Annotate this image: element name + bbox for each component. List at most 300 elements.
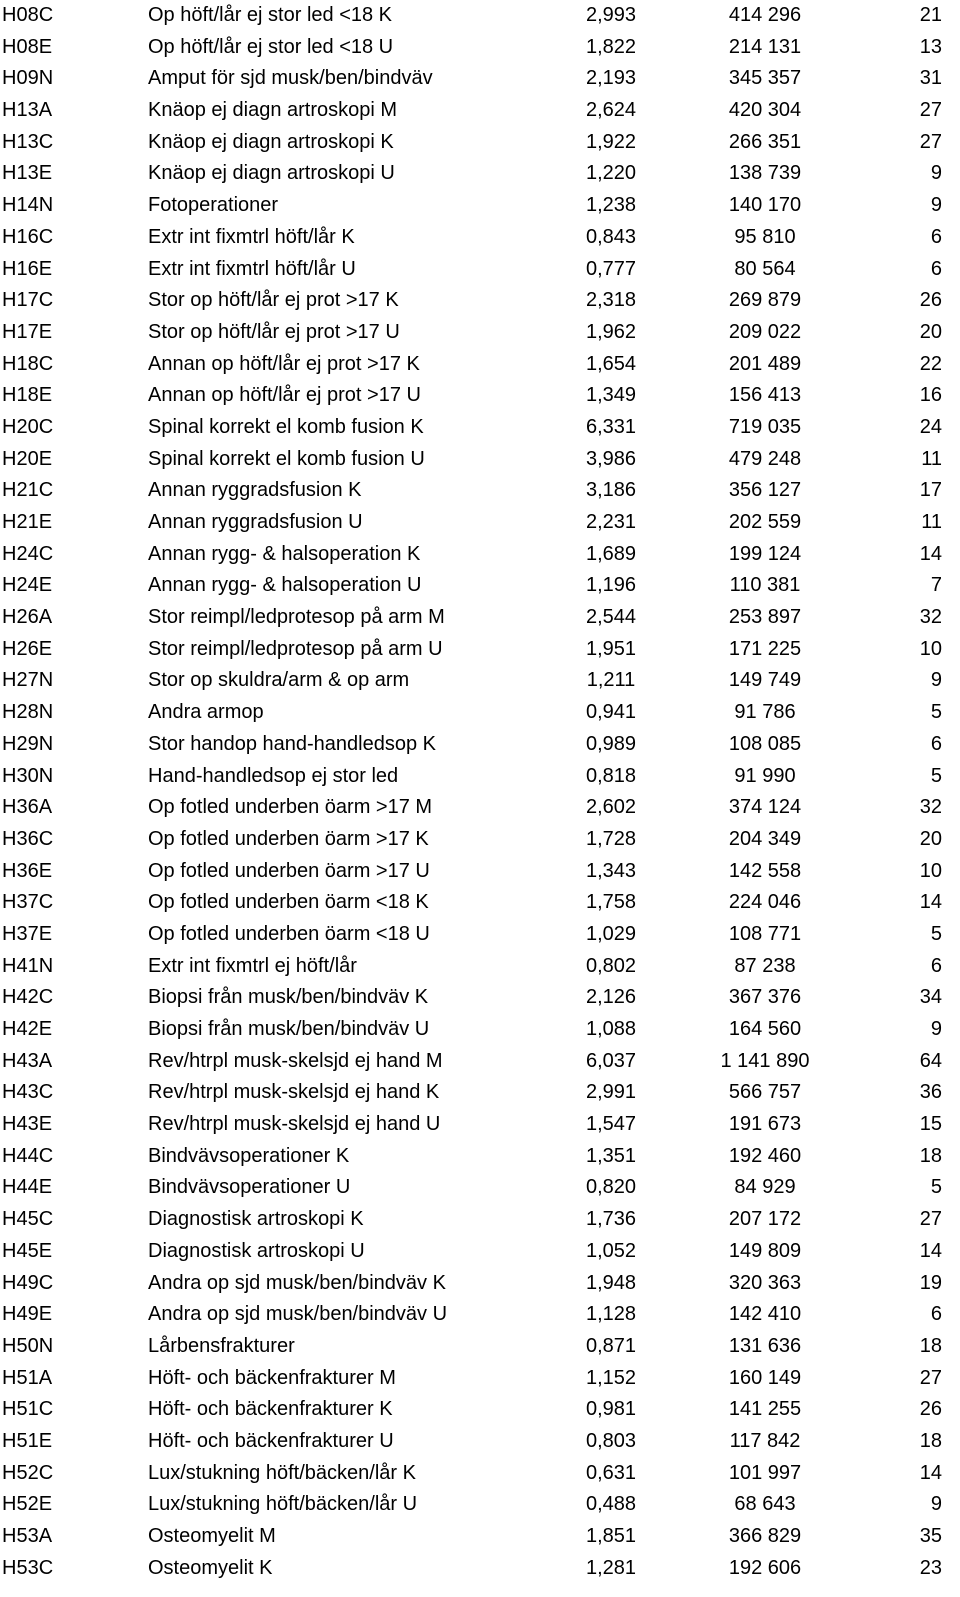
drg-cost-cell: 160 149 <box>728 1366 802 1389</box>
drg-code-cell: H28N <box>2 701 54 724</box>
drg-code-cell: H36E <box>2 859 53 882</box>
drg-name-cell: Diagnostisk artroskopi U <box>148 1239 365 1262</box>
table-row <box>0 1426 960 1458</box>
drg-days-cell: 6 <box>930 225 942 248</box>
drg-code-cell: H44E <box>2 1176 53 1199</box>
drg-name-cell: Knäop ej diagn artroskopi M <box>148 99 398 122</box>
drg-days-cell: 5 <box>930 701 942 724</box>
drg-code-cell: H21E <box>2 511 53 533</box>
drg-days-cell: 6 <box>930 1303 942 1326</box>
drg-cost-cell: 141 255 <box>728 1398 802 1421</box>
drg-days-cell: 31 <box>919 67 942 90</box>
drg-days-cell: 20 <box>919 320 942 343</box>
drg-cost-cell: 142 410 <box>728 1303 802 1326</box>
drg-cost-cell: 68 643 <box>734 1493 796 1516</box>
drg-code-cell: H13E <box>2 162 53 185</box>
drg-days-cell: 9 <box>930 1018 942 1040</box>
drg-cost-cell: 95 810 <box>734 225 796 248</box>
drg-cost-cell: 91 786 <box>734 701 796 724</box>
drg-code-cell: H51E <box>2 1429 53 1452</box>
table-row <box>0 317 960 349</box>
drg-days-cell: 24 <box>919 415 942 438</box>
table-row <box>0 761 960 793</box>
drg-weight-cell: 1,962 <box>585 320 637 343</box>
drg-code-cell: H13A <box>2 99 53 122</box>
drg-weight-cell: 1,088 <box>585 1018 637 1040</box>
drg-days-cell: 9 <box>930 194 942 217</box>
drg-weight-cell: 1,728 <box>585 827 637 850</box>
table-row <box>0 792 960 824</box>
drg-weight-cell: 2,193 <box>585 67 637 90</box>
drg-code-cell: H18E <box>2 384 53 407</box>
drg-weight-cell: 0,777 <box>585 257 637 280</box>
drg-weight-cell: 1,220 <box>585 162 637 185</box>
drg-weight-cell: 0,981 <box>585 1398 637 1421</box>
drg-name-cell: Op höft/lår ej stor led <18 K <box>148 4 393 26</box>
drg-name-cell: Biopsi från musk/ben/bindväv U <box>148 1018 430 1040</box>
drg-cost-cell: 374 124 <box>728 796 802 819</box>
drg-name-cell: Op fotled underben öarm >17 M <box>148 796 433 819</box>
drg-cost-cell: 108 771 <box>728 922 802 945</box>
drg-weight-cell: 1,152 <box>585 1366 637 1389</box>
table-row <box>0 951 960 983</box>
drg-code-cell: H14N <box>2 194 54 217</box>
drg-days-cell: 15 <box>919 1113 942 1136</box>
drg-cost-cell: 420 304 <box>728 99 802 122</box>
drg-days-cell: 35 <box>919 1525 942 1547</box>
drg-weight-cell: 2,544 <box>585 606 637 629</box>
drg-cost-cell: 171 225 <box>728 637 802 660</box>
table-row <box>0 729 960 761</box>
table-row <box>0 412 960 444</box>
table-row <box>0 1363 960 1395</box>
drg-days-cell: 10 <box>919 859 942 882</box>
drg-weight-cell: 1,211 <box>586 669 636 692</box>
table-row <box>0 539 960 571</box>
drg-cost-cell: 320 363 <box>728 1271 802 1294</box>
drg-cost-cell: 131 636 <box>728 1334 802 1357</box>
drg-weight-cell: 0,989 <box>585 732 637 755</box>
drg-name-cell: Extr int fixmtrl höft/lår K <box>148 225 355 248</box>
drg-code-cell: H09N <box>2 67 54 90</box>
drg-cost-cell: 266 351 <box>728 130 802 153</box>
drg-name-cell: Rev/htrpl musk-skelsjd ej hand M <box>148 1049 443 1072</box>
drg-cost-cell: 566 757 <box>728 1081 802 1104</box>
drg-days-cell: 9 <box>930 162 942 185</box>
drg-code-cell: H26E <box>2 637 53 660</box>
drg-code-cell: H43E <box>2 1113 53 1136</box>
drg-name-cell: Bindvävsoperationer K <box>148 1144 350 1167</box>
drg-name-cell: Annan rygg- & halsoperation U <box>148 574 422 597</box>
drg-cost-cell: 207 172 <box>728 1208 802 1231</box>
drg-code-cell: H21C <box>2 479 54 502</box>
table-row <box>0 1236 960 1268</box>
drg-weight-cell: 2,602 <box>585 796 637 819</box>
table-row <box>0 1299 960 1331</box>
drg-name-cell: Andra op sjd musk/ben/bindväv U <box>148 1303 448 1326</box>
drg-cost-cell: 191 673 <box>728 1113 802 1136</box>
drg-code-cell: H43C <box>2 1081 54 1104</box>
drg-code-cell: H49E <box>2 1303 53 1326</box>
drg-weight-cell: 2,318 <box>585 289 637 312</box>
drg-name-cell: Fotoperationer <box>148 194 279 217</box>
drg-name-cell: Stor op skuldra/arm & op arm <box>148 669 410 692</box>
drg-cost-cell: 202 559 <box>728 511 802 533</box>
drg-weight-cell: 1,736 <box>585 1208 637 1231</box>
drg-name-cell: Bindvävsoperationer U <box>148 1176 351 1199</box>
drg-days-cell: 16 <box>919 384 942 407</box>
drg-name-cell: Amput för sjd musk/ben/bindväv <box>148 67 433 90</box>
table-row <box>0 32 960 64</box>
drg-days-cell: 18 <box>919 1334 942 1357</box>
table-row <box>0 1077 960 1109</box>
table-row <box>0 1489 960 1521</box>
drg-weight-cell: 1,758 <box>585 891 637 914</box>
drg-cost-cell: 1 141 890 <box>720 1049 810 1072</box>
drg-cost-cell: 138 739 <box>728 162 802 185</box>
drg-days-cell: 34 <box>919 986 942 1009</box>
table-row <box>0 634 960 666</box>
drg-code-cell: H37E <box>2 922 53 945</box>
drg-cost-cell: 140 170 <box>728 194 802 217</box>
drg-cost-cell: 87 238 <box>734 954 796 977</box>
drg-days-cell: 32 <box>919 796 942 819</box>
drg-weight-cell: 1,922 <box>585 130 637 153</box>
drg-name-cell: Knäop ej diagn artroskopi K <box>148 130 394 153</box>
table-row <box>0 285 960 317</box>
drg-code-cell: H36C <box>2 827 54 850</box>
drg-name-cell: Rev/htrpl musk-skelsjd ej hand U <box>148 1113 441 1136</box>
drg-cost-cell: 149 749 <box>728 669 802 692</box>
drg-name-cell: Stor reimpl/ledprotesop på arm M <box>148 606 445 629</box>
drg-weight-cell: 1,349 <box>585 384 637 407</box>
drg-days-cell: 11 <box>921 447 942 470</box>
drg-days-cell: 32 <box>919 606 942 629</box>
drg-weight-cell: 1,948 <box>585 1271 637 1294</box>
table-row <box>0 887 960 919</box>
table-row <box>0 0 960 32</box>
drg-name-cell: Extr int fixmtrl höft/lår U <box>148 257 356 280</box>
drg-weight-cell: 1,951 <box>585 637 637 660</box>
drg-code-cell: H17C <box>2 289 54 312</box>
drg-name-cell: Stor handop hand-handledsop K <box>148 732 437 755</box>
drg-days-cell: 9 <box>930 669 942 692</box>
drg-code-cell: H45C <box>2 1208 54 1231</box>
drg-weight-cell: 6,331 <box>585 415 637 438</box>
drg-days-cell: 14 <box>919 1461 942 1484</box>
drg-days-cell: 11 <box>921 511 942 533</box>
drg-cost-cell: 199 124 <box>728 542 802 565</box>
drg-code-cell: H20C <box>2 415 54 438</box>
drg-weight-cell: 1,351 <box>585 1144 637 1167</box>
table-row <box>0 222 960 254</box>
drg-cost-cell: 253 897 <box>728 606 802 629</box>
drg-name-cell: Lux/stukning höft/bäcken/lår U <box>148 1493 418 1516</box>
table-row <box>0 602 960 634</box>
drg-code-cell: H08E <box>2 35 53 58</box>
drg-name-cell: Diagnostisk artroskopi K <box>148 1208 364 1231</box>
drg-weight-cell: 2,231 <box>585 511 637 533</box>
drg-weight-cell: 0,871 <box>585 1334 637 1357</box>
table-row <box>0 824 960 856</box>
table-row <box>0 158 960 190</box>
drg-weight-cell: 0,802 <box>585 954 637 977</box>
drg-name-cell: Spinal korrekt el komb fusion U <box>148 447 425 470</box>
drg-code-cell: H43A <box>2 1049 53 1072</box>
drg-cost-cell: 142 558 <box>728 859 802 882</box>
drg-weight-cell: 3,986 <box>585 447 637 470</box>
drg-weight-cell: 1,196 <box>585 574 637 597</box>
drg-days-cell: 13 <box>919 35 942 58</box>
drg-days-cell: 23 <box>919 1556 942 1579</box>
table-row <box>0 1172 960 1204</box>
drg-code-cell: H08C <box>2 4 54 26</box>
table-row <box>0 1109 960 1141</box>
drg-name-cell: Op fotled underben öarm <18 K <box>148 891 429 914</box>
drg-code-cell: H37C <box>2 891 54 914</box>
table-row <box>0 1394 960 1426</box>
drg-cost-cell: 479 248 <box>728 447 802 470</box>
drg-weight-cell: 0,941 <box>585 701 637 724</box>
drg-cost-cell: 224 046 <box>728 891 802 914</box>
drg-days-cell: 18 <box>919 1144 942 1167</box>
drg-days-cell: 27 <box>919 130 942 153</box>
drg-days-cell: 19 <box>919 1271 942 1294</box>
drg-name-cell: Höft- och bäckenfrakturer K <box>148 1398 393 1421</box>
drg-cost-cell: 209 022 <box>728 320 802 343</box>
drg-name-cell: Annan op höft/lår ej prot >17 U <box>148 384 421 407</box>
drg-cost-cell: 719 035 <box>728 415 802 438</box>
table-row <box>0 697 960 729</box>
drg-cost-cell: 204 349 <box>728 827 802 850</box>
drg-cost-cell: 156 413 <box>728 384 802 407</box>
drg-name-cell: Osteomyelit K <box>148 1556 273 1579</box>
drg-code-cell: H53C <box>2 1556 54 1579</box>
table-row <box>0 190 960 222</box>
drg-days-cell: 21 <box>919 4 942 26</box>
drg-code-cell: H42E <box>2 1018 53 1040</box>
table-row <box>0 507 960 539</box>
drg-cost-cell: 101 997 <box>728 1461 802 1484</box>
drg-days-cell: 7 <box>930 574 942 597</box>
table-row <box>0 982 960 1014</box>
drg-days-cell: 27 <box>919 1366 942 1389</box>
drg-days-cell: 22 <box>919 352 942 375</box>
drg-code-cell: H51C <box>2 1398 54 1421</box>
drg-days-cell: 9 <box>930 1493 942 1516</box>
table-row <box>0 1204 960 1236</box>
drg-days-cell: 18 <box>919 1429 942 1452</box>
table-row <box>0 1458 960 1490</box>
drg-days-cell: 64 <box>919 1049 942 1072</box>
table-row <box>0 254 960 286</box>
drg-weight-cell: 1,343 <box>585 859 637 882</box>
drg-name-cell: Lux/stukning höft/bäcken/lår K <box>148 1461 416 1484</box>
drg-code-cell: H16C <box>2 225 54 248</box>
drg-code-cell: H45E <box>2 1239 53 1262</box>
drg-code-cell: H16E <box>2 257 53 280</box>
drg-weight-cell: 3,186 <box>585 479 637 502</box>
drg-code-cell: H27N <box>2 669 54 692</box>
table-row <box>0 380 960 412</box>
drg-name-cell: Knäop ej diagn artroskopi U <box>148 162 395 185</box>
drg-code-cell: H18C <box>2 352 54 375</box>
drg-name-cell: Spinal korrekt el komb fusion K <box>148 415 424 438</box>
drg-weight-cell: 0,843 <box>585 225 637 248</box>
drg-cost-cell: 414 296 <box>728 4 802 26</box>
drg-name-cell: Biopsi från musk/ben/bindväv K <box>148 986 429 1009</box>
drg-weight-cell: 1,822 <box>585 35 637 58</box>
drg-cost-cell: 269 879 <box>728 289 802 312</box>
drg-name-cell: Op fotled underben öarm <18 U <box>148 922 430 945</box>
drg-code-cell: H50N <box>2 1334 54 1357</box>
drg-weight-cell: 2,624 <box>585 99 637 122</box>
drg-days-cell: 26 <box>919 1398 942 1421</box>
drg-name-cell: Stor op höft/lår ej prot >17 K <box>148 289 399 312</box>
drg-days-cell: 36 <box>919 1081 942 1104</box>
table-row <box>0 63 960 95</box>
drg-days-cell: 5 <box>930 922 942 945</box>
drg-days-cell: 6 <box>930 954 942 977</box>
drg-cost-cell: 356 127 <box>728 479 802 502</box>
drg-cost-cell: 84 929 <box>734 1176 796 1199</box>
drg-weight-cell: 1,851 <box>585 1525 637 1547</box>
table-row <box>0 570 960 602</box>
drg-days-cell: 5 <box>930 764 942 787</box>
drg-name-cell: Andra armop <box>148 701 264 724</box>
drg-name-cell: Op fotled underben öarm >17 U <box>148 859 430 882</box>
table-row <box>0 444 960 476</box>
drg-cost-cell: 367 376 <box>728 986 802 1009</box>
drg-code-cell: H36A <box>2 796 53 819</box>
drg-name-cell: Op fotled underben öarm >17 K <box>148 827 429 850</box>
drg-days-cell: 17 <box>919 479 942 502</box>
drg-weight-cell: 0,488 <box>585 1493 637 1516</box>
drg-days-cell: 6 <box>930 732 942 755</box>
table-row <box>0 1141 960 1173</box>
drg-name-cell: Lårbensfrakturer <box>148 1334 295 1357</box>
drg-days-cell: 27 <box>919 99 942 122</box>
drg-weight-cell: 1,654 <box>585 352 637 375</box>
drg-name-cell: Stor op höft/lår ej prot >17 U <box>148 320 400 343</box>
drg-code-cell: H26A <box>2 606 53 629</box>
table-row <box>0 1521 960 1553</box>
table-row <box>0 1268 960 1300</box>
drg-cost-cell: 91 990 <box>734 764 796 787</box>
drg-days-cell: 14 <box>919 891 942 914</box>
drg-code-cell: H30N <box>2 764 54 787</box>
table-row <box>0 919 960 951</box>
drg-code-cell: H51A <box>2 1366 53 1389</box>
drg-weight-cell: 1,689 <box>585 542 637 565</box>
drg-code-cell: H52C <box>2 1461 54 1484</box>
drg-days-cell: 27 <box>919 1208 942 1231</box>
drg-name-cell: Andra op sjd musk/ben/bindväv K <box>148 1271 446 1294</box>
drg-name-cell: Annan rygg- & halsoperation K <box>148 542 421 565</box>
drg-name-cell: Rev/htrpl musk-skelsjd ej hand K <box>148 1081 440 1104</box>
drg-name-cell: Hand-handledsop ej stor led <box>148 764 399 787</box>
drg-days-cell: 14 <box>919 1239 942 1262</box>
drg-code-cell: H29N <box>2 732 54 755</box>
drg-weight-cell: 1,029 <box>585 922 637 945</box>
drg-weight-cell: 1,238 <box>585 194 637 217</box>
drg-weight-cell: 0,818 <box>585 764 637 787</box>
drg-name-cell: Osteomyelit M <box>148 1525 276 1547</box>
drg-weight-cell: 2,993 <box>585 4 637 26</box>
drg-cost-cell: 201 489 <box>728 352 802 375</box>
drg-name-cell: Höft- och bäckenfrakturer U <box>148 1429 394 1452</box>
drg-weight-cell: 0,631 <box>585 1461 637 1484</box>
table-row <box>0 1331 960 1363</box>
drg-code-cell: H17E <box>2 320 53 343</box>
drg-days-cell: 26 <box>919 289 942 312</box>
drg-code-cell: H42C <box>2 986 54 1009</box>
drg-code-cell: H24C <box>2 542 54 565</box>
drg-cost-cell: 366 829 <box>728 1525 802 1547</box>
drg-weight-cell: 0,820 <box>585 1176 637 1199</box>
table-row <box>0 1046 960 1078</box>
drg-code-cell: H20E <box>2 447 53 470</box>
drg-name-cell: Annan ryggradsfusion U <box>148 511 363 533</box>
drg-cost-cell: 108 085 <box>728 732 802 755</box>
drg-weight-cell: 0,803 <box>585 1429 637 1452</box>
drg-cost-cell: 345 357 <box>728 67 802 90</box>
drg-code-cell: H24E <box>2 574 53 597</box>
drg-weight-cell: 1,128 <box>585 1303 637 1326</box>
drg-cost-cell: 117 842 <box>729 1429 801 1452</box>
drg-name-cell: Annan ryggradsfusion K <box>148 479 362 502</box>
drg-cost-cell: 214 131 <box>728 35 802 58</box>
drg-cost-cell: 164 560 <box>728 1018 802 1040</box>
drg-code-cell: H49C <box>2 1271 54 1294</box>
drg-weight-cell: 2,991 <box>585 1081 637 1104</box>
drg-days-cell: 6 <box>930 257 942 280</box>
drg-weight-cell: 1,281 <box>585 1556 637 1579</box>
drg-cost-cell: 192 460 <box>728 1144 802 1167</box>
drg-cost-cell: 192 606 <box>728 1556 802 1579</box>
drg-code-cell: H53A <box>2 1525 53 1547</box>
drg-code-cell: H52E <box>2 1493 53 1516</box>
drg-days-cell: 14 <box>919 542 942 565</box>
drg-code-cell: H41N <box>2 954 54 977</box>
drg-name-cell: Annan op höft/lår ej prot >17 K <box>148 352 420 375</box>
drg-code-cell: H13C <box>2 130 54 153</box>
drg-cost-cell: 149 809 <box>728 1239 802 1262</box>
drg-days-cell: 5 <box>930 1176 942 1199</box>
drg-cost-cell: 80 564 <box>734 257 796 280</box>
table-row <box>0 1014 960 1046</box>
drg-weight-cell: 1,052 <box>585 1239 637 1262</box>
table-row <box>0 349 960 381</box>
drg-name-cell: Op höft/lår ej stor led <18 U <box>148 35 394 58</box>
table-row <box>0 856 960 888</box>
table-row <box>0 475 960 507</box>
drg-weight-cell: 1,547 <box>585 1113 637 1136</box>
table-row <box>0 127 960 159</box>
drg-code-cell: H44C <box>2 1144 54 1167</box>
drg-weight-cell: 2,126 <box>585 986 637 1009</box>
drg-days-cell: 10 <box>919 637 942 660</box>
table-row <box>0 1553 960 1585</box>
drg-name-cell: Stor reimpl/ledprotesop på arm U <box>148 637 443 660</box>
drg-name-cell: Extr int fixmtrl ej höft/lår <box>148 954 357 977</box>
drg-weight-cell: 6,037 <box>585 1049 637 1072</box>
table-row <box>0 665 960 697</box>
drg-cost-cell: 110 381 <box>729 574 801 597</box>
drg-name-cell: Höft- och bäckenfrakturer M <box>148 1366 396 1389</box>
drg-days-cell: 20 <box>919 827 942 850</box>
table-row <box>0 95 960 127</box>
